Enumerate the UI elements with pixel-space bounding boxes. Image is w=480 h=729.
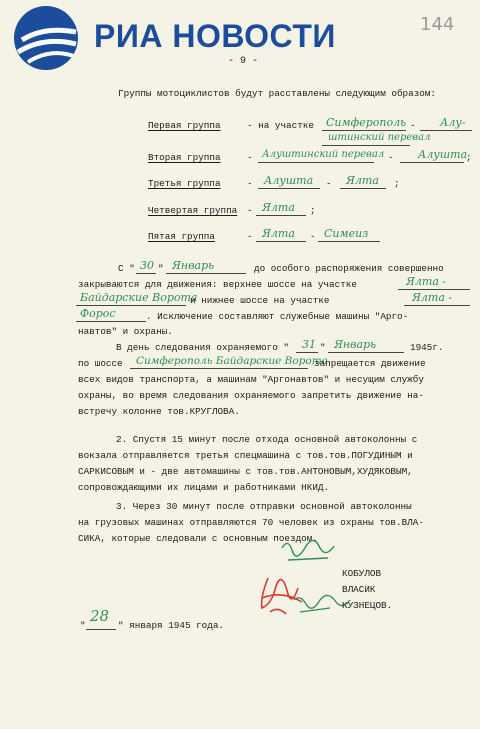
para2-date: 31 — [302, 338, 316, 351]
para1-month: Январь — [172, 259, 215, 272]
item2-line: 2. Спустя 15 минут после отхода основной автоколонны с — [116, 434, 418, 445]
para2-text: всех видов транспорта, а машинам "Аргонавтов" и несущим службу — [78, 374, 424, 385]
date-line-text: " января 1945 года. — [118, 620, 225, 631]
para2-text: по шоссе — [78, 358, 123, 369]
group-3-label: Третья группа — [148, 178, 221, 189]
date-day: 28 — [90, 607, 110, 625]
group-1-dash: - на участке — [247, 120, 314, 131]
item2-line: сопровождающими их лицами и работниками НКИД. — [78, 482, 330, 493]
para1-road-a-to: Байдарские Ворота — [80, 291, 198, 304]
para1-text: . Исключение составляют служебные машины "Арго- — [146, 311, 409, 322]
group-3-dash: - — [247, 178, 253, 189]
para1-road-b-to: Форос — [80, 307, 116, 320]
para1-text: закрываются для движения: верхнее шоссе на участке — [78, 279, 357, 290]
group-5-route-from: Ялта — [262, 227, 295, 240]
para1-road-b-from: Ялта - — [412, 291, 453, 304]
para2-text: встречу колонне тов.КРУГЛОВА. — [78, 406, 240, 417]
logo-text: РИА НОВОСТИ — [94, 18, 336, 54]
item3-line: на грузовых машинах отправляются 70 человек из охраны тов.ВЛА- — [78, 517, 424, 528]
para1-road-a-from: Ялта - — [406, 275, 447, 288]
group-1-route-to-cont: штинский перевал — [328, 132, 431, 143]
intro-text: Группы мотоциклистов будут расставлены следующим образом: — [118, 88, 437, 99]
item3-line: 3. Через 30 минут после отправки основной автоколонны — [116, 501, 412, 512]
group-1-route-to: Алу- — [440, 116, 466, 129]
page-number: - 9 - — [228, 56, 259, 67]
para2-text: " — [320, 342, 326, 353]
para1-text: навтов" и охраны. — [78, 326, 173, 337]
para2-text: охраны, во время следования охраняемого запретить движение на- — [78, 390, 424, 401]
para1-text: " — [158, 263, 164, 274]
group-4-label: Четвертая группа — [148, 205, 238, 216]
group-5-route-to: Симеиз — [324, 227, 369, 240]
para2-month: Январь — [334, 338, 377, 351]
para2-text: В день следования охраняемого " — [116, 342, 289, 353]
group-2-dash: - — [247, 152, 253, 163]
group-1-label: Первая группа — [148, 120, 221, 131]
para2-text: 1945г. — [410, 342, 444, 353]
group-3-route-from: Алушта — [264, 174, 314, 187]
signatory-1: КОБУЛОВ — [342, 568, 382, 579]
item3-line: СИКА, которые следовали с основным поездом. — [78, 533, 318, 544]
group-3-route-to: Ялта — [346, 174, 379, 187]
group-4-dash: - — [247, 205, 253, 216]
ria-logo — [14, 6, 434, 72]
group-5-dash: - — [247, 231, 253, 242]
para1-date: 30 — [140, 259, 154, 272]
ria-globe-icon — [14, 6, 78, 70]
para1-text: и нижнее шоссе на участке — [190, 295, 330, 306]
group-2-route-to: Алушта — [418, 148, 468, 161]
group-2-route-from: Алуштинский перевал — [262, 149, 385, 160]
group-4-route-from: Ялта — [262, 201, 295, 214]
para2-text: запрещается движение — [314, 358, 426, 369]
para1-text: до особого распоряжения совершенно — [254, 263, 444, 274]
para1-text: С " — [118, 263, 135, 274]
group-1-route-from: Симферополь — [326, 116, 407, 129]
signatory-2: ВЛАСИК — [342, 584, 376, 595]
item2-line: вокзала отправляется третья спецмашина с тов.тов.ПОГУДИНЫМ и — [78, 450, 413, 461]
archive-page-number: 144 — [420, 14, 455, 35]
signatory-3: КУЗНЕЦОВ. — [342, 600, 393, 611]
group-5-label: Пятая группа — [148, 231, 215, 242]
item2-line: САРКИСОВЫМ и - две автомашины с тов.тов.АНТОНОВЫМ,ХУДЯКОВЫМ, — [78, 466, 413, 477]
para2-route: Симферополь Байдарские Ворота — [136, 355, 328, 367]
group-2-label: Вторая группа — [148, 152, 221, 163]
date-line-text: " — [80, 620, 86, 631]
